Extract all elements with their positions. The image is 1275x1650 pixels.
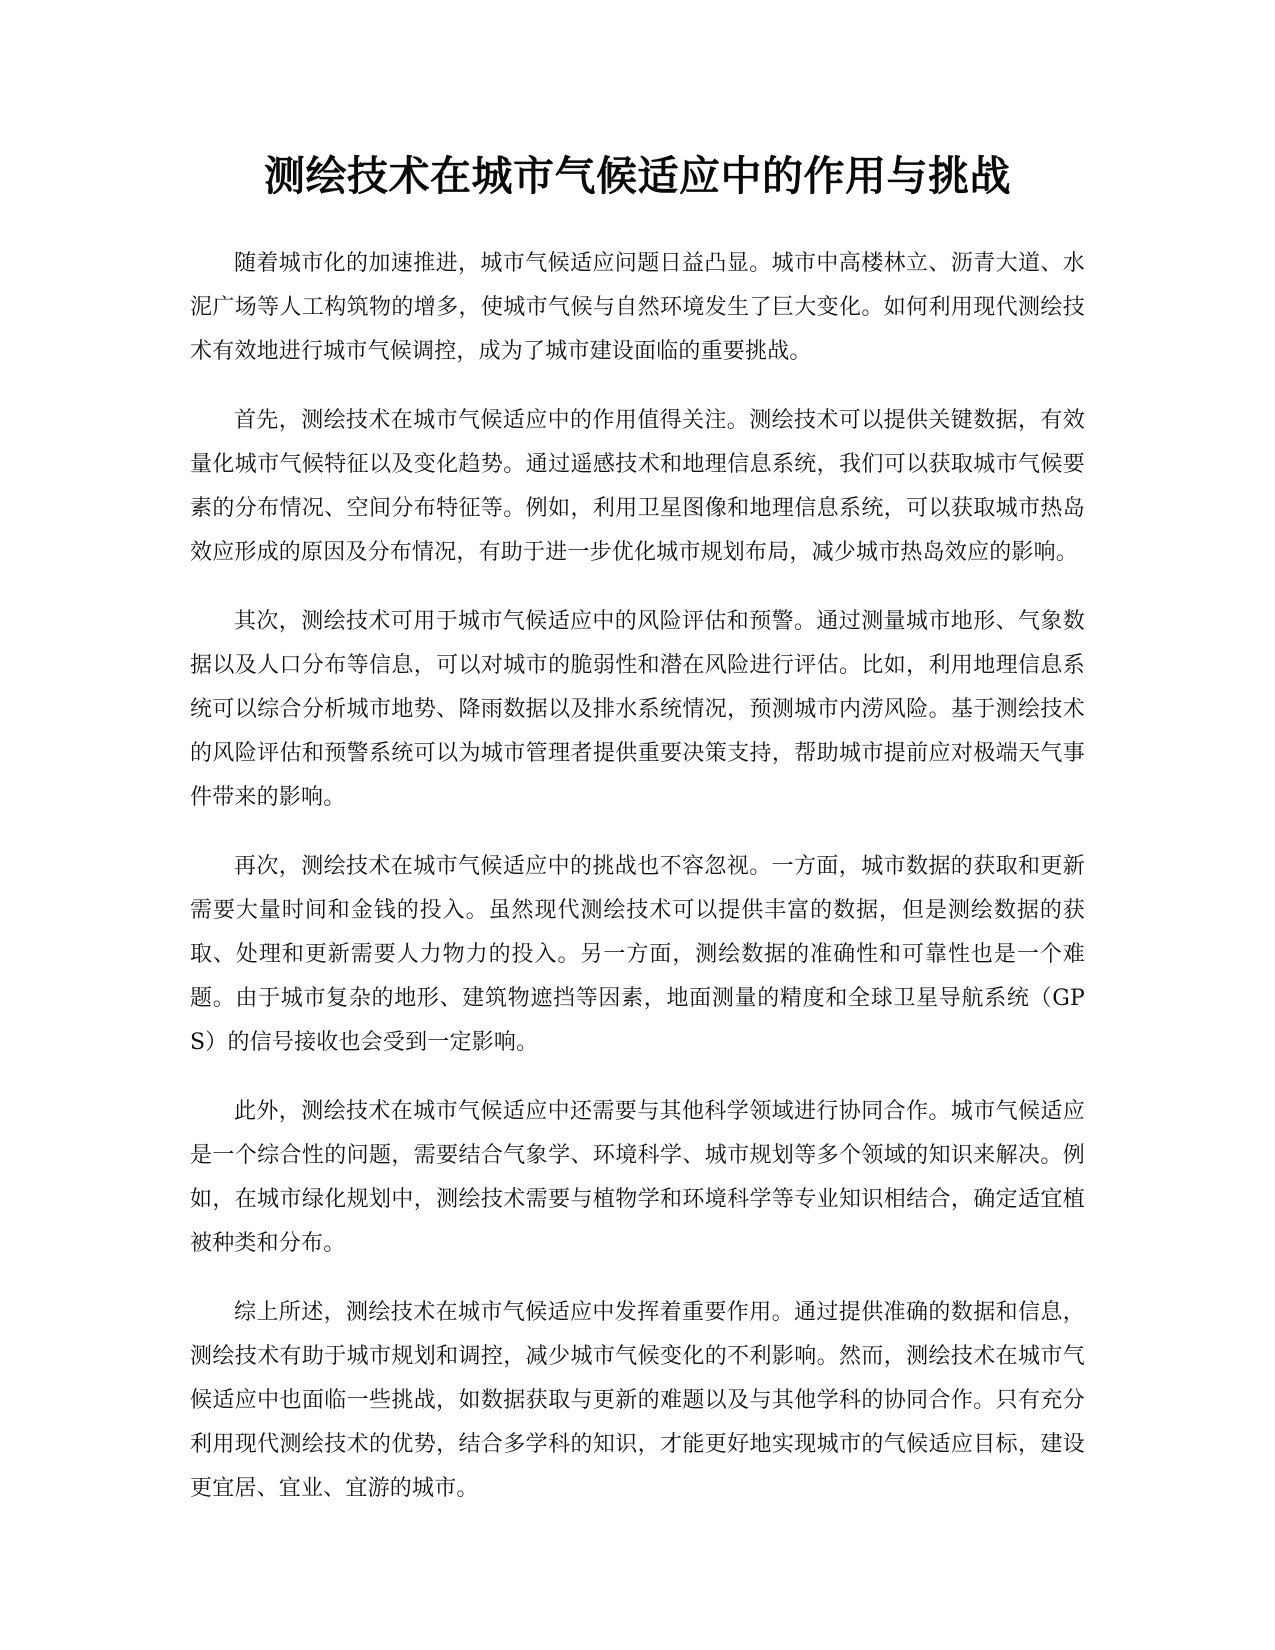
paragraph-conclusion: 综上所述，测绘技术在城市气候适应中发挥着重要作用。通过提供准确的数据和信息，测绘技术有助于城市规划和调控，减少城市气候变化的不利影响。然而，测绘技术在城市气候适应中也面临一些挑战，如数据获取与更新的难题以及与其他学科的协同合作。只有充分利用现代测绘技术的优势，结合多学科的知识，才能更好地实现城市的气候适应目标，建设更宜居、宜业、宜游的城市。 bbox=[190, 1300, 1085, 1501]
paragraph-risk-assessment: 其次，测绘技术可用于城市气候适应中的风险评估和预警。通过测量城市地形、气象数据以及人口分布等信息，可以对城市的脆弱性和潜在风险进行评估。比如，利用地理信息系统可以综合分析城市地势、降雨数据以及排水系统情况，预测城市内涝风险。基于测绘技术的风险评估和预警系统可以为城市管理者提供重要决策支持，帮助城市提前应对极端天气事件带来的影响。 bbox=[190, 609, 1085, 810]
paragraph-challenges: 再次，测绘技术在城市气候适应中的挑战也不容忽视。一方面，城市数据的获取和更新需要大量时间和金钱的投入。虽然现代测绘技术可以提供丰富的数据，但是测绘数据的获取、处理和更新需要人力物力的投入。另一方面，测绘数据的准确性和可靠性也是一个难题。由于城市复杂的地形、建筑物遮挡等因素，地面测量的精度和全球卫星导航系统（GPS）的信号接收也会受到一定影响。 bbox=[190, 854, 1085, 1055]
document-body bbox=[190, 242, 1085, 1511]
paragraph-role: 首先，测绘技术在城市气候适应中的作用值得关注。测绘技术可以提供关键数据，有效量化城市气候特征以及变化趋势。通过遥感技术和地理信息系统，我们可以获取城市气候要素的分布情况、空间分布特征等。例如，利用卫星图像和地理信息系统，可以获取城市热岛效应形成的原因及分布情况，有助于进一步优化城市规划布局，减少城市热岛效应的影响。 bbox=[190, 408, 1085, 565]
document-title: 测绘技术在城市气候适应中的作用与挑战 bbox=[264, 152, 1011, 200]
paragraph-intro: 随着城市化的加速推进，城市气候适应问题日益凸显。城市中高楼林立、沥青大道、水泥广场等人工构筑物的增多，使城市气候与自然环境发生了巨大变化。如何利用现代测绘技术有效地进行城市气候调控，成为了城市建设面临的重要挑战。 bbox=[190, 251, 1085, 364]
paragraph-collaboration: 此外，测绘技术在城市气候适应中还需要与其他科学领域进行协同合作。城市气候适应是一个综合性的问题，需要结合气象学、环境科学、城市规划等多个领域的知识来解决。例如，在城市绿化规划中，测绘技术需要与植物学和环境科学等专业知识相结合，确定适宜植被种类和分布。 bbox=[190, 1099, 1085, 1256]
